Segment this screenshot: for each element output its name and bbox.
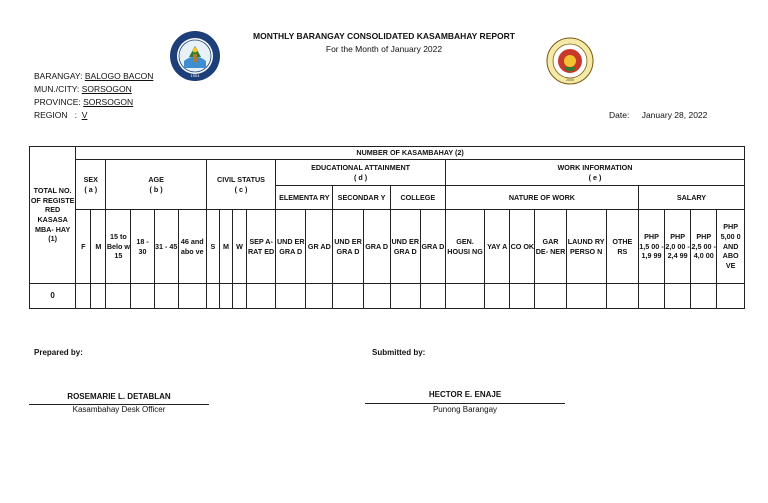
data-cell — [232, 284, 246, 309]
region-label: REGION : — [34, 110, 82, 120]
col-header: YAY A — [485, 210, 510, 284]
col-header: SEP A- RAT ED — [247, 210, 276, 284]
col-header: OTHE RS — [606, 210, 638, 284]
barangay-info — [34, 71, 153, 81]
col-header: LAUND RY PERSO N — [566, 210, 606, 284]
province-label: PROVINCE: — [34, 97, 84, 107]
barangay-label: BARANGAY: — [34, 71, 85, 81]
data-cell — [106, 284, 131, 309]
college-header: COLLEGE — [390, 186, 445, 210]
date-info — [609, 110, 707, 120]
submitted-by-label: Submitted by: — [372, 348, 426, 357]
data-cell — [333, 284, 363, 309]
col-header: CO OK — [510, 210, 535, 284]
data-cell — [665, 284, 691, 309]
col-header: UND ER GRA D — [276, 210, 306, 284]
col-header: GR AD — [306, 210, 333, 284]
table-row — [30, 284, 745, 309]
svg-text:1904: 1904 — [190, 73, 200, 78]
col-header: GEN. HOUSI NG — [445, 210, 484, 284]
data-cell — [691, 284, 717, 309]
prepared-by-label: Prepared by: — [34, 348, 83, 357]
col-header: PHP 5,00 0 AND ABO VE — [717, 210, 745, 284]
data-cell — [206, 284, 219, 309]
city-seal-logo — [546, 37, 594, 85]
edu-label: EDUCATIONAL ATTAINMENT — [311, 162, 411, 172]
col-header: UND ER GRA D — [333, 210, 363, 284]
data-cell — [178, 284, 206, 309]
col-header: M — [219, 210, 232, 284]
submitted-by-name: HECTOR E. ENAJE — [428, 390, 502, 399]
data-cell — [485, 284, 510, 309]
region-info — [34, 110, 87, 120]
barangay-value: BALOGO BACON — [84, 71, 154, 81]
sex-label: SEX — [83, 174, 98, 184]
col-header: W — [232, 210, 246, 284]
civil-label: CIVIL STATUS — [217, 174, 265, 184]
date-value: January 28, 2022 — [641, 110, 708, 120]
data-cell — [131, 284, 154, 309]
col-header: S — [206, 210, 219, 284]
educational-attainment-header — [276, 160, 446, 186]
edu-code: ( d ) — [353, 172, 368, 182]
secondary-header: SECONDAR Y — [333, 186, 390, 210]
col-header: UND ER GRA D — [390, 210, 420, 284]
submitted-by-role: Punong Barangay — [432, 405, 498, 414]
salary-header: SALARY — [638, 186, 744, 210]
prepared-by-role: Kasambahay Desk Officer — [72, 405, 166, 414]
data-cell — [247, 284, 276, 309]
col-header: 31 - 45 — [154, 210, 178, 284]
col-header: M — [91, 210, 106, 284]
svg-text:2000: 2000 — [566, 78, 574, 82]
total-registered-header: TOTAL NO. OF REGISTE RED KASASA MBA- HAY (1) — [30, 147, 76, 284]
col-header: 46 and abo ve — [178, 210, 206, 284]
data-cell — [638, 284, 664, 309]
col-header: F — [76, 210, 91, 284]
report-subtitle: For the Month of January 2022 — [325, 44, 443, 54]
data-cell — [154, 284, 178, 309]
civil-code: ( c ) — [234, 184, 248, 194]
nature-of-work-header: NATURE OF WORK — [445, 186, 638, 210]
work-label: WORK INFORMATION — [557, 162, 633, 172]
data-cell — [219, 284, 232, 309]
col-header: GRA D — [363, 210, 390, 284]
sex-header — [76, 160, 106, 210]
data-cell — [363, 284, 390, 309]
data-cell — [276, 284, 306, 309]
city-value: SORSOGON — [81, 84, 132, 94]
data-cell — [566, 284, 606, 309]
age-header — [106, 160, 206, 210]
col-header: PHP 2,5 00 - 4,0 00 — [691, 210, 717, 284]
column-header-row — [30, 210, 745, 284]
total-value-cell: 0 — [30, 284, 76, 309]
col-header: PHP 1,5 00 - 1,9 99 — [638, 210, 664, 284]
sex-code: ( a ) — [84, 184, 98, 194]
work-information-header — [445, 160, 744, 186]
age-code: ( b ) — [149, 184, 163, 194]
barangay-seal-logo — [169, 30, 221, 82]
data-cell — [306, 284, 333, 309]
date-label: Date: — [609, 110, 630, 120]
data-cell — [606, 284, 638, 309]
data-cell — [390, 284, 420, 309]
kasambahay-table — [29, 146, 745, 309]
age-label: AGE — [148, 174, 164, 184]
civil-status-header — [206, 160, 275, 210]
report-title: MONTHLY BARANGAY CONSOLIDATED KASAMBAHAY REPORT — [253, 31, 515, 41]
prepared-by-name: ROSEMARIE L. DETABLAN — [67, 392, 171, 401]
data-cell — [717, 284, 745, 309]
work-code: ( e ) — [588, 172, 602, 182]
region-value: V — [81, 110, 88, 120]
col-header: 15 to Belo w 15 — [106, 210, 131, 284]
province-info — [34, 97, 133, 107]
data-cell — [91, 284, 106, 309]
city-info — [34, 84, 132, 94]
col-header: GRA D — [420, 210, 445, 284]
data-cell — [76, 284, 91, 309]
col-header: 18 - 30 — [131, 210, 154, 284]
submitted-signature-line — [365, 403, 565, 404]
city-label: MUN./CITY: — [34, 84, 82, 94]
data-cell — [445, 284, 484, 309]
elementary-header: ELEMENTA RY — [276, 186, 333, 210]
number-of-kasambahay-header: NUMBER OF KASAMBAHAY (2) — [76, 147, 745, 160]
data-cell — [420, 284, 445, 309]
col-header: GAR DE- NER — [535, 210, 566, 284]
col-header: PHP 2,0 00 - 2,4 99 — [665, 210, 691, 284]
data-cell — [510, 284, 535, 309]
province-value: SORSOGON — [83, 97, 134, 107]
data-cell — [535, 284, 566, 309]
